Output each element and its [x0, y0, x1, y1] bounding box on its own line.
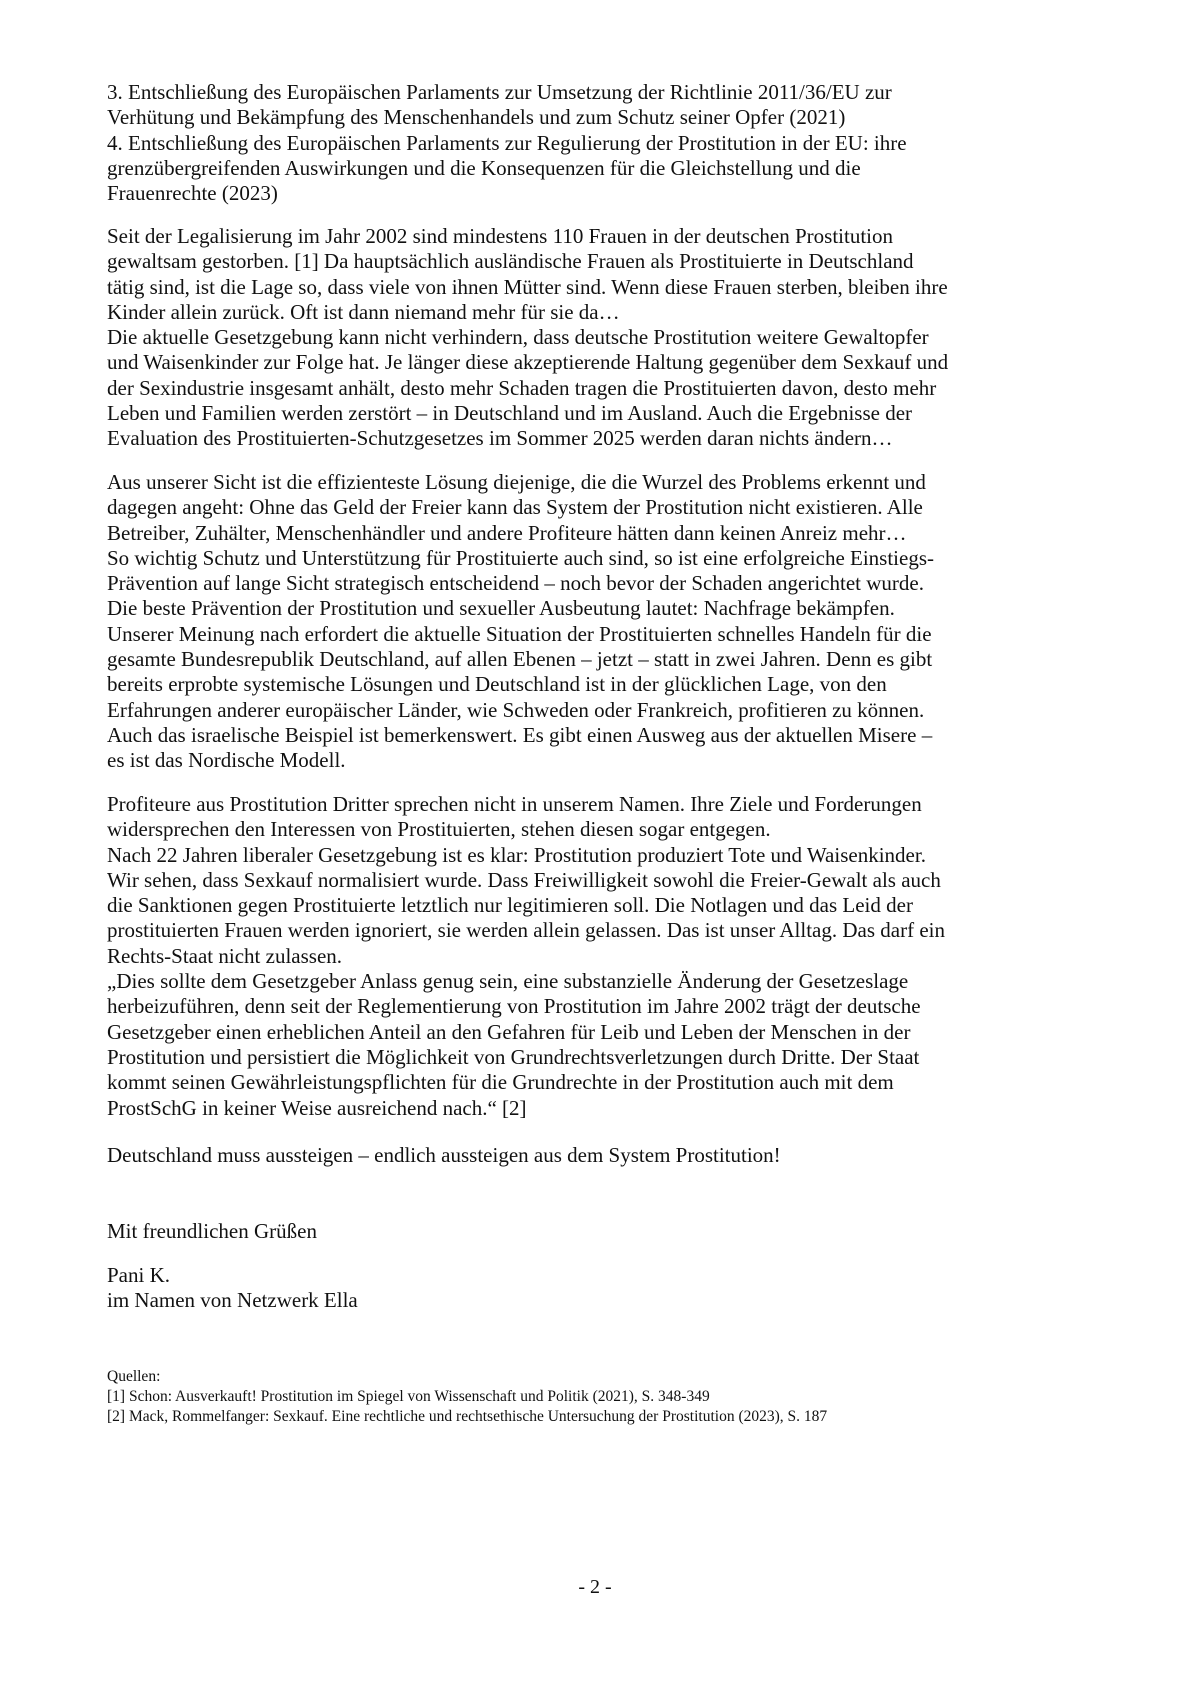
greeting: [107, 1219, 1087, 1244]
text-line: Wir sehen, dass Sexkauf normalisiert wurde. Dass Freiwilligkeit sowohl die Freier-Gewalt als auch: [107, 867, 941, 892]
text-line: gewaltsam gestorben. [1] Da hauptsächlich ausländische Frauen als Prostituierte in Deutschland: [107, 249, 914, 274]
text-line: Profiteure aus Prostitution Dritter sprechen nicht in unserem Namen. Ihre Ziele und Forderungen: [107, 792, 922, 816]
paragraph-solution: [107, 470, 1087, 774]
text-line: widersprechen den Interessen von Prostituierten, stehen diesen sogar entgegen.: [107, 817, 771, 842]
text-line: ProstSchG in keiner Weise ausreichend nach.“ [2]: [107, 1095, 527, 1120]
text-line: So wichtig Schutz und Unterstützung für Prostituierte auch sind, so ist eine erfolgreiche Einstiegs-: [107, 545, 934, 570]
sources-section: [107, 1367, 827, 1427]
paragraph-profiteers: [107, 792, 1087, 1121]
text-line: Seit der Legalisierung im Jahr 2002 sind mindestens 110 Frauen in der deutschen Prostitution: [107, 224, 894, 248]
paragraph-victims: [107, 224, 1087, 452]
text-line: Unserer Meinung nach erfordert die aktuelle Situation der Prostituierten schnelles Handeln für die: [107, 621, 932, 646]
signature-organization: im Namen von Netzwerk Ella: [107, 1288, 358, 1313]
greeting-text: Mit freundlichen Grüßen: [107, 1219, 317, 1243]
resolutions-list: [107, 80, 1087, 206]
text-line: Frauenrechte (2023): [107, 181, 278, 206]
text-line: „Dies sollte dem Gesetzgeber Anlass genug sein, eine substanzielle Änderung der Gesetzeslage: [107, 969, 909, 994]
text-line: grenzübergreifenden Auswirkungen und die Konsequenzen für die Gleichstellung und die: [107, 155, 861, 180]
text-line: prostituierten Frauen werden ignoriert, sie werden allein gelassen. Das ist unser Alltag. Das darf ein: [107, 918, 946, 943]
source-item: [2] Mack, Rommelfanger: Sexkauf. Eine rechtliche und rechtsethische Untersuchung der Prostitution (2023), S. 187: [107, 1408, 828, 1425]
text-line: Rechts-Staat nicht zulassen.: [107, 943, 343, 968]
text-line: Die aktuelle Gesetzgebung kann nicht verhindern, dass deutsche Prostitution weitere Gewaltopfer: [107, 325, 929, 350]
text-line: Erfahrungen anderer europäischer Länder, wie Schweden oder Frankreich, profitieren zu können.: [107, 697, 925, 722]
text-line: Nach 22 Jahren liberaler Gesetzgebung ist es klar: Prostitution produziert Tote und Waisenkinder.: [107, 842, 926, 867]
signature-name: Pani K.: [107, 1263, 170, 1287]
signature: [107, 1263, 1087, 1314]
text-line: Verhütung und Bekämpfung des Menschenhandels und zum Schutz seiner Opfer (2021): [107, 105, 846, 130]
text-line: Evaluation des Prostituierten-Schutzgesetzes im Sommer 2025 werden daran nichts ändern…: [107, 426, 893, 451]
text-line: Gesetzgeber einen erheblichen Anteil an den Gefahren für Leib und Leben der Menschen in der: [107, 1019, 911, 1044]
text-line: Leben und Familien werden zerstört – in Deutschland und im Ausland. Auch die Ergebnisse der: [107, 401, 913, 426]
text-line: gesamte Bundesrepublik Deutschland, auf allen Ebenen – jetzt – statt in zwei Jahren. Denn es gibt: [107, 647, 933, 672]
text-line: Kinder allein zurück. Oft ist dann niemand mehr für sie da…: [107, 299, 620, 324]
text-line: 3. Entschließung des Europäischen Parlaments zur Umsetzung der Richtlinie 2011/36/EU zur: [107, 80, 892, 104]
source-item: [1] Schon: Ausverkauft! Prostitution im Spiegel von Wissenschaft und Politik (2021), S. 348-349: [107, 1388, 710, 1405]
text-line: und Waisenkinder zur Folge hat. Je länger diese akzeptierende Haltung gegenüber dem Sexkauf und: [107, 350, 949, 375]
text-line: dagegen angeht: Ohne das Geld der Freier kann das System der Prostitution nicht existieren. Alle: [107, 495, 923, 520]
text-line: Prostitution und persistiert die Möglichkeit von Grundrechtsverletzungen durch Dritte. Der Staat: [107, 1044, 920, 1069]
closing-statement: [107, 1143, 1087, 1168]
text-line: Aus unserer Sicht ist die effizienteste Lösung diejenige, die die Wurzel des Problems erkennt und: [107, 470, 926, 494]
text-line: Prävention auf lange Sicht strategisch entscheidend – noch bevor der Schaden angerichtet wurde.: [107, 571, 924, 596]
page-number: - 2 -: [578, 1576, 612, 1598]
text-line: herbeizuführen, denn seit der Reglementierung von Prostitution im Jahre 2002 trägt der deutsche: [107, 994, 921, 1019]
text-line: Die beste Prävention der Prostitution und sexueller Ausbeutung lautet: Nachfrage bekämpfen.: [107, 596, 895, 621]
closing-text: Deutschland muss aussteigen – endlich aussteigen aus dem System Prostitution!: [107, 1143, 781, 1167]
text-line: Auch das israelische Beispiel ist bemerkenswert. Es gibt einen Ausweg aus der aktuellen Misere –: [107, 722, 933, 747]
text-line: kommt seinen Gewährleistungspflichten für die Grundrechte in der Prostitution auch mit dem: [107, 1070, 894, 1095]
text-line: es ist das Nordische Modell.: [107, 748, 346, 773]
text-line: die Sanktionen gegen Prostituierte letztlich nur legitimieren soll. Die Notlagen und das Leid der: [107, 893, 913, 918]
text-line: 4. Entschließung des Europäischen Parlaments zur Regulierung der Prostitution in der EU: ihre: [107, 130, 907, 155]
text-line: Betreiber, Zuhälter, Menschenhändler und andere Profiteure hätten dann keinen Anreiz mehr…: [107, 520, 907, 545]
text-line: tätig sind, ist die Lage so, dass viele von ihnen Mütter sind. Wenn diese Frauen sterben, bleiben ihre: [107, 274, 948, 299]
sources-heading: Quellen:: [107, 1368, 161, 1385]
text-line: bereits erprobte systemische Lösungen und Deutschland ist in der glücklichen Lage, von den: [107, 672, 887, 697]
text-line: der Sexindustrie insgesamt anhält, desto mehr Schaden tragen die Prostituierten davon, desto mehr: [107, 375, 937, 400]
